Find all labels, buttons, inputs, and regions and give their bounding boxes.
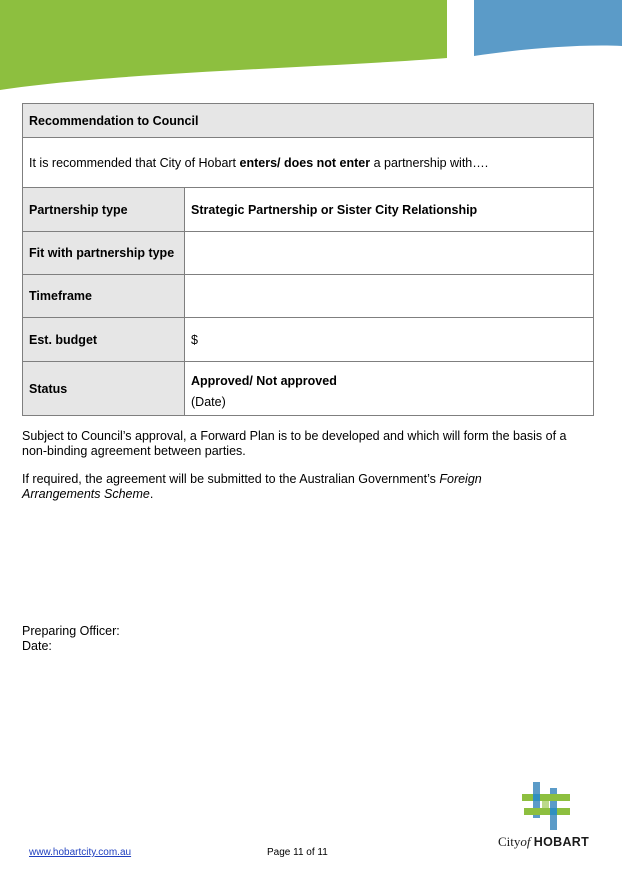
header-blue-swoosh (474, 0, 622, 56)
logo-wordmark (498, 834, 589, 850)
hobart-cross-icon (522, 782, 572, 830)
header-banner (0, 0, 622, 95)
recommendation-choice: enters/ does not enter (239, 155, 371, 170)
row-value-partnership-type: Strategic Partnership or Sister City Relationship (185, 188, 594, 232)
recommendation-prefix: It is recommended that City of Hobart (29, 155, 240, 170)
logo-of: of (520, 834, 531, 849)
foreign-arrangements-paragraph (22, 472, 502, 502)
recommendation-suffix: a partnership with…. (370, 155, 489, 170)
logo-hobart: HOBART (533, 835, 590, 849)
approval-paragraph: Subject to Council’s approval, a Forward Plan is to be developed and which will form the basis of a non-binding agreement between parties. (22, 429, 567, 458)
row-label-budget: Est. budget (23, 318, 185, 362)
table-row (23, 275, 594, 318)
preparing-officer-label: Preparing Officer: (22, 624, 120, 638)
row-value-budget: $ (185, 318, 594, 362)
row-label-timeframe: Timeframe (23, 275, 185, 318)
table-heading: Recommendation to Council (23, 104, 594, 138)
row-label-status: Status (23, 362, 185, 416)
row-value-status (185, 362, 594, 416)
page-number: Page 11 of 11 (267, 847, 328, 858)
row-label-fit: Fit with partnership type (23, 232, 185, 275)
recommendation-statement (23, 138, 594, 188)
row-value-timeframe (185, 275, 594, 318)
header-green-swoosh (0, 0, 447, 90)
foreign-suffix: . (149, 487, 154, 501)
foreign-prefix: If required, the agreement will be submitted to the Australian Government’s (22, 472, 440, 486)
logo-city: City (498, 834, 521, 849)
table-row (23, 362, 594, 416)
table-row (23, 232, 594, 275)
row-value-fit (185, 232, 594, 275)
recommendation-table (22, 103, 594, 416)
date-label: Date: (22, 639, 52, 653)
status-value: Approved/ Not approved (191, 374, 337, 388)
city-of-hobart-logo (498, 782, 598, 852)
status-date: (Date) (191, 395, 226, 409)
foreign-scheme-name: Foreign Arrangements Scheme (22, 472, 482, 501)
row-label-partnership-type: Partnership type (23, 188, 185, 232)
table-row (23, 188, 594, 232)
table-row (23, 318, 594, 362)
website-link[interactable]: www.hobartcity.com.au (29, 847, 132, 858)
signoff-block (22, 624, 120, 654)
